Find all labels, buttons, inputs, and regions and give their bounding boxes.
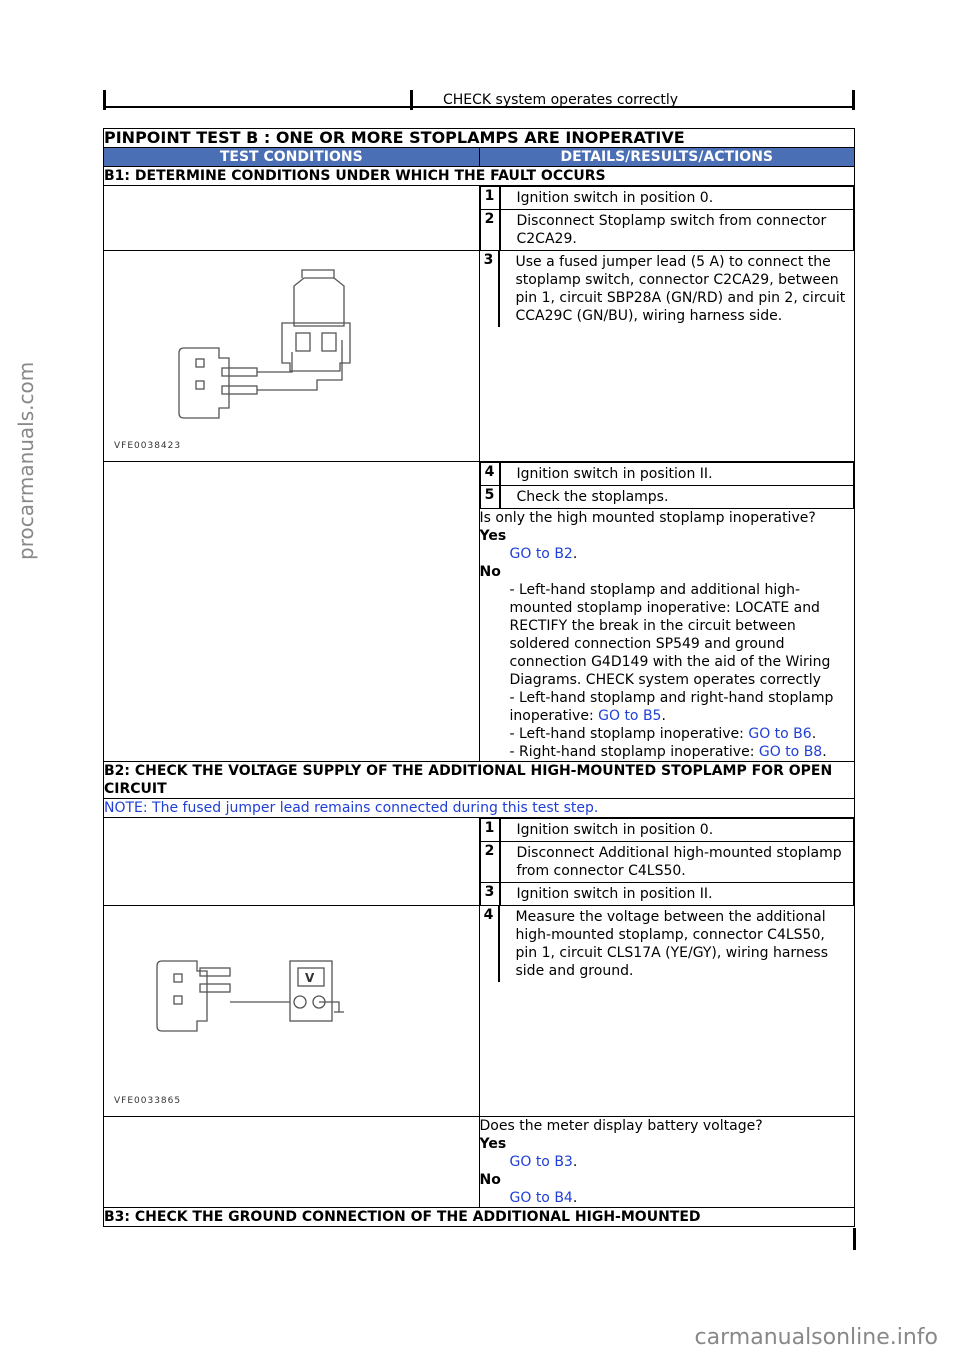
b2-figure [104,906,480,1117]
b1-figure [104,251,480,462]
b2-no-link[interactable]: GO to B4 [509,1190,573,1206]
b2-conditions-empty-2 [104,1117,480,1208]
b2-step-1: 1 Ignition switch in position 0. [481,819,854,841]
b1-no-link-b8[interactable]: GO to B8 [758,744,823,760]
col-header-details: DETAILS/RESULTS/ACTIONS [479,148,855,167]
b1-conditions-empty [104,186,480,251]
b2-step-3: 3 Ignition switch in position II. [481,883,854,905]
col-header-conditions: TEST CONDITIONS [104,148,480,167]
b1-heading: B1: DETERMINE CONDITIONS UNDER WHICH THE FAULT OCCURS [104,167,855,186]
b1-result: Is only the high mounted stoplamp inoperative? Yes GO to B2. No - Left-hand stoplamp and additional high-mounted stoplamp inoperative: LOCATE and RECTIFY the break in the circuit between soldered connection SP549 and ground connection G4D149 with the aid of the Wiring Diagrams. CHECK system operates correctly - Left-hand stoplamp and right-hand stoplamp inoperative: GO to B5. - Left-hand stoplamp inoperative: GO to B6. - Right-hand stoplamp inoperative: GO to B8. [479,509,855,762]
b1-yes-link[interactable]: GO to B2 [509,546,573,562]
top-bar-tick-right [852,90,855,110]
watermark-left: procarmanuals.com [14,361,38,560]
b1-no-link-b5[interactable]: GO to B5 [598,708,662,724]
b1-yes-label: Yes [479,528,507,544]
b1-step-5: 5 Check the stoplamps. [481,486,854,508]
b2-no-label: No [479,1172,501,1188]
b2-step-4: 4 Measure the voltage between the additional high-mounted stoplamp, connector C4LS50, pin 1, circuit CLS17A (YE/GY), wiring harness side and ground. [480,906,855,982]
b1-step-3: 3 Use a fused jumper lead (5 A) to connect the stoplamp switch, connector C2CA29, between pin 1, circuit SBP28A (GN/RD) and pin 2, circuit CCA29C (GN/BU), wiring harness side. [480,251,855,327]
top-bar-text: CHECK system operates correctly [443,92,679,108]
b2-result: Does the meter display battery voltage? Yes GO to B3. No GO to B4. [479,1117,855,1208]
top-bar-tick-mid [410,90,413,110]
b1-figure-label: VFE0038423 [114,441,182,451]
b1-question: Is only the high mounted stoplamp inoperative? [479,510,816,526]
b2-heading: B2: CHECK THE VOLTAGE SUPPLY OF THE ADDITIONAL HIGH-MOUNTED STOPLAMP FOR OPEN CIRCUIT [104,762,855,799]
connector-jumper-diagram [104,251,412,456]
b2-yes-link[interactable]: GO to B3 [509,1154,573,1170]
b2-question: Does the meter display battery voltage? [479,1118,763,1134]
meter-label: V [305,971,315,985]
watermark-bottom: carmanualsonline.info [694,1325,938,1350]
b2-conditions-empty [104,818,480,906]
b2-yes-label: Yes [479,1136,507,1152]
b1-step-1: 1 Ignition switch in position 0. [481,187,854,209]
top-bar [103,90,855,112]
voltmeter-diagram [104,906,412,1111]
b1-no-text-1: - Left-hand stoplamp and additional high-mounted stoplamp inoperative: LOCATE and RECTIFY the break in the circuit between soldered connection SP549 and ground connection G4D149 with the aid of the Wiring Diagrams. CHECK system operates correctly [509,582,831,688]
b1-step-4: 4 Ignition switch in position II. [481,463,854,485]
top-bar-tick-left [103,90,106,110]
test-title: PINPOINT TEST B : ONE OR MORE STOPLAMPS ARE INOPERATIVE [104,129,855,148]
b1-no-label: No [479,564,501,580]
b1-no-link-b6[interactable]: GO to B6 [748,726,812,742]
b3-heading: B3: CHECK THE GROUND CONNECTION OF THE ADDITIONAL HIGH-MOUNTED [104,1208,855,1227]
b2-step-2: 2 Disconnect Additional high-mounted stoplamp from connector C4LS50. [481,842,854,882]
page-border-right [853,1228,856,1250]
pinpoint-test-table [103,128,855,1227]
b1-step-2: 2 Disconnect Stoplamp switch from connector C2CA29. [481,210,854,250]
b2-note: NOTE: The fused jumper lead remains connected during this test step. [104,799,855,818]
b2-figure-label: VFE0033865 [114,1096,182,1106]
b1-conditions-empty-2 [104,462,480,762]
